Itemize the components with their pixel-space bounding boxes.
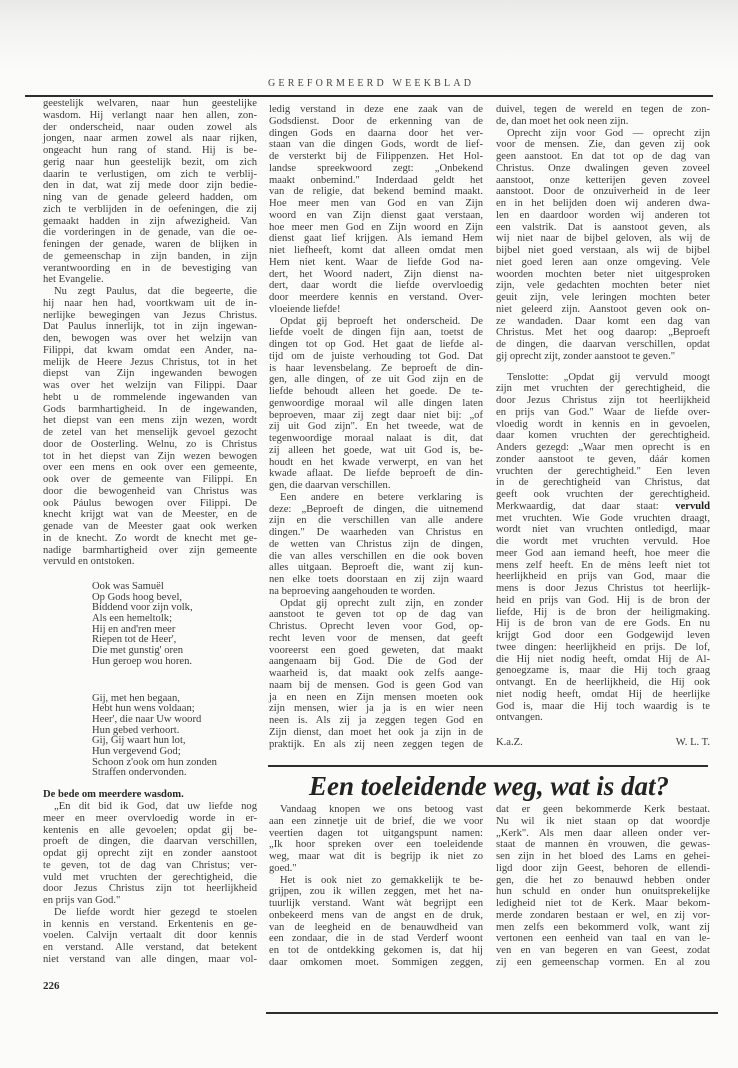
- text-line: tuurlijk verstand. Want wàt begrijpt een: [269, 898, 483, 909]
- text-line: zij een gemeenschap vormen. En al zou: [496, 956, 710, 968]
- text-line: geuit zijn, vele leringen mochten beter: [496, 292, 710, 303]
- text-line: en prijs van God." Waar de liefde over-: [496, 406, 710, 418]
- text-line: maakt onbemind." Inderdaad geldt het: [269, 174, 483, 186]
- article-headline: Een toeleidende weg, wat is dat?: [309, 771, 669, 801]
- text-line: staan van die dingen Gods, wordt de lief-: [269, 139, 483, 151]
- text-line: onbekeerd mens van de angst en de druk,: [269, 909, 483, 921]
- text-line: heid en prijs van God. Hij is de bron der: [496, 594, 710, 606]
- text-line: niet nodig heeft, omdat Hij de heerlijke: [496, 688, 710, 700]
- text-line: len en daardoor worden wij anderen tot: [496, 209, 710, 221]
- text-line: dingen tot op God. Het gaat de liefde al-: [269, 339, 483, 350]
- text-line: ja en neen en Zijn mensen moeten ook: [269, 691, 483, 703]
- text-line: hun schuld en onder hun onuitsprekelijke: [496, 886, 710, 898]
- text-line: wasdom. Hij verlangt naar hen allen, zon-: [43, 109, 257, 121]
- text-line: vooreerst een goed geweten, dat maakt: [269, 644, 483, 656]
- text-line: ligd door zijn Geest, behoren de ellendi-: [496, 862, 710, 874]
- text-line: ook over de gemeente van Filippi. En: [43, 474, 257, 485]
- text-line: bijbel niet goed verstaan, als wij de bijbel: [496, 245, 710, 256]
- section-heading: De bede om meerdere wasdom.: [43, 789, 184, 800]
- column-1: [43, 98, 257, 966]
- magazine-title: GEREFORMEERD WEEKBLAD: [268, 78, 475, 89]
- text-line: over een mens en ook over een gemeente,: [43, 462, 257, 474]
- text-line: niet goed leren aan onze omgeving. Vele: [496, 256, 710, 268]
- text-line: beproeven, maar zij zegt daar niet bij: „of: [269, 409, 483, 421]
- poem-line: Gij, met hen begaan,: [92, 692, 180, 704]
- text-line: daar omkomen moet. Sommigen zeggen,: [269, 956, 483, 968]
- text-line: liefde, Hij is de bron der heiligmaking.: [496, 606, 710, 618]
- text-line: dingen Gods en daarna door het ver-: [269, 127, 483, 139]
- text-line: veertien dagen tot uitgangspunt namen:: [269, 827, 483, 839]
- poem-line: Straffen ondervonden.: [92, 767, 187, 779]
- poem-stanza: [92, 694, 257, 780]
- text-line: Vandaag knopen we ons betoog vast: [280, 804, 483, 815]
- text-line: gerig naar hun geestelijk bezit, om zich: [43, 156, 257, 168]
- text-line: jongen, naar armen zowel als naar rijken,: [43, 133, 257, 145]
- text-line: opdat gij oprecht zijt en zonder aanstoot: [43, 848, 257, 859]
- header-rule: [25, 95, 713, 97]
- text-line: die Hij niet nodig heeft, omdat Hij de Al-: [496, 653, 710, 665]
- text-line: alles uitgaan. Beproeft die, want zij kun-: [269, 562, 483, 574]
- text-line: van de religie, dat bekend bemind maakt.: [269, 186, 483, 198]
- text-line: de versterkt bij de Filippenzen. Het Hol-: [269, 151, 483, 162]
- text-line: in kennis en verstand. Erkentenis en ge-: [43, 918, 257, 930]
- text-line: nen elke toets doorstaan en zij zijn waard: [269, 574, 483, 585]
- text-line: mens is door Jezus Christus tot heerlijk-: [496, 583, 710, 594]
- text-segment: Merkwaardig, dat daar staat:: [496, 500, 676, 512]
- paragraph: [43, 286, 257, 568]
- text-line: dert, daar wordt die liefde overvloedig: [269, 280, 483, 292]
- text-line: en verstand. Alle verstand, dat betekent: [43, 942, 257, 953]
- text-line: in de knecht. Zo wordt de knecht met ge-: [43, 532, 257, 544]
- text-line: na beproeving aangehouden te worden.: [269, 585, 436, 597]
- text-line: wij niet naar de bijbel geloven, als wij de: [496, 233, 710, 245]
- text-line: twee dingen: heerlijkheid en prijs. De lof,: [496, 641, 710, 653]
- text-line: „Kerk". Als men daar alleen onder ver-: [496, 827, 710, 839]
- paragraph: [496, 104, 710, 128]
- text-line: te geven, tot de dag van Christus; ver-: [43, 859, 257, 871]
- text-line: aangenaam bij God. Die de God der: [269, 656, 483, 668]
- text-line: hoe meer men God en Zijn woord en Zijn: [269, 221, 483, 233]
- text-line: „Ik hoor spreken over een toeleidende: [269, 839, 483, 851]
- text-line: hij naar hen had, voortkwam uit de in-: [43, 297, 257, 309]
- text-line: Christus. Met het oog daarop: „Beproeft: [496, 327, 710, 339]
- text-line: door Jezus Christus zijn tot heerlijkheid: [43, 883, 257, 895]
- text-line: daarin te verlustigen, om zich te verblij-: [43, 168, 257, 180]
- poem-line: Hun vergevend God;: [92, 745, 181, 757]
- text-line: men zelfs een bekommerd volk, want zij: [496, 921, 710, 933]
- text-line: zijn met vruchten der gerechtigheid, die: [496, 383, 710, 395]
- text-line: praktijk. En als zij neen zeggen tegen de: [269, 738, 483, 750]
- text-line: Filippi, dat kwam omdat een Ander, na-: [43, 344, 257, 356]
- text-line: knecht krijgt wat van de Meester, en de: [43, 509, 257, 521]
- paragraph: [496, 372, 710, 725]
- text-line: gen, die daarvan verschillen.: [269, 480, 391, 491]
- text-line: grijpen, zou ik willen zeggen, met het na-: [269, 886, 483, 898]
- text-line: door die bewogenheid van Christus was: [43, 485, 257, 497]
- poem-line: Hun gebed verhoort.: [92, 724, 180, 736]
- footer-rule: [266, 1012, 718, 1014]
- text-line: van de leegheid en de benauwdheid van: [269, 921, 483, 933]
- text-line: ontvangt. En de heerlijkheid, die Hij ook: [496, 677, 710, 688]
- text-line: diepst van Zijn ingewanden bewogen: [43, 368, 257, 380]
- paragraph: [43, 98, 257, 286]
- text-line: verantwoording en in de bevestiging van: [43, 262, 257, 274]
- text-line: en in het belijden doen wij anderen dwa-: [496, 198, 710, 209]
- text-line: aanstoot te geven tot op de dag van: [269, 609, 483, 621]
- text-line: weg, maar wat dit is begrijp ik niet zo: [269, 851, 483, 862]
- text-line: waarheid is, dat maakt ook zelfs aange-: [269, 668, 483, 679]
- text-line: ledig verstand in deze ene zaak van de: [269, 104, 483, 115]
- text-line: door meerdere kennis en verstand. Over-: [269, 292, 483, 303]
- text-line: zijn, vele gedachten mochten beter niet: [496, 280, 710, 292]
- column-2: [269, 104, 483, 750]
- paragraph-gap: [496, 363, 710, 372]
- page-number: 226: [43, 980, 60, 992]
- poem-line: Op Gods hoog bevel,: [92, 591, 183, 603]
- text-line: geestelijk welvaren, naar hun geestelijke: [43, 98, 257, 109]
- paragraph: [269, 316, 483, 492]
- text-line: de, dan moet het ook neen zijn.: [496, 115, 629, 127]
- text-line: „En dit bid ik God, dat uw liefde nog: [54, 801, 257, 812]
- paragraph: [269, 804, 483, 875]
- text-line: melijk de Heere Jezus Christus, tot in het: [43, 356, 257, 368]
- text-line: ontvangen.: [496, 712, 543, 724]
- poem-line: Schoon z'ook om hun zonden: [92, 756, 217, 768]
- text-line: zij uit God zijn". En het tweede, wat de: [269, 421, 483, 433]
- text-line: dert, het Woord nadert, Zijn dienst na-: [269, 268, 483, 280]
- column-3: [496, 104, 710, 749]
- text-line: krijgt God door een Godgewijd leven: [496, 630, 710, 641]
- text-line: landse spreekwoord zegt: „Onbekend: [269, 162, 483, 174]
- text-line: vertonen een eenheid van taal en van le-: [496, 933, 710, 945]
- text-line: de gemeenschap in zijn banden, in zijn: [43, 250, 257, 262]
- scan-shadow: [0, 0, 738, 70]
- poem-line: Riepen tot de Heer',: [92, 634, 177, 646]
- text-line: door Jezus Christus zijn tot heerlijkheid: [496, 395, 710, 406]
- paragraph: [496, 804, 710, 969]
- text-line: gen, alle dingen, of ze uit God zijn en de: [269, 374, 483, 386]
- text-line: Godsdienst. Door de erkenning van de: [269, 115, 483, 127]
- text-line: het Evangelie.: [43, 274, 104, 286]
- text-line: liefde voelt de dingen fijn aan, toetst de: [269, 327, 483, 339]
- text-line: in de gerechtigheid van Christus, dat: [496, 477, 710, 489]
- text-line: de zetel van het menselijk gevoel gezocht: [43, 427, 257, 438]
- text-line: Christus. Onze dwalingen geven zoveel: [496, 162, 710, 174]
- column-3-lower: [496, 804, 710, 969]
- text-line: dienst gaat lief krijgen. Als iemand Hem: [269, 233, 483, 245]
- text-line: den in dat, wat zij mede door zijn bedie-: [43, 180, 257, 192]
- paragraph: [43, 801, 257, 907]
- poem-line: Hun geroep wou horen.: [92, 655, 193, 667]
- text-line: naam bij de mensen. God is geen God van: [269, 679, 483, 691]
- text-line: door de Oosterling. Welnu, zo is Christus: [43, 438, 257, 450]
- paragraph: [269, 875, 483, 969]
- text-line: Nu zegt Paulus, dat die begeerte, die: [54, 286, 257, 297]
- text-line: daar komen vruchten der gerechtigheid.: [496, 430, 710, 442]
- text-line: wordt niet van vruchten ontledigd, maar: [496, 524, 710, 536]
- text-line: Tenslotte: „Opdat gij vervuld moogt: [507, 371, 710, 383]
- text-line: staat de mannen èn vrouwen, die gewas-: [496, 839, 710, 851]
- text-line: proeft de dingen, die daarvan verschillen,: [43, 836, 257, 848]
- text-line: der onderscheid, naar ouden zowel als: [43, 121, 257, 133]
- text-line: gemaakt hadden in zijn afwezigheid. Van: [43, 215, 257, 227]
- text-line: Gods barmhartigheid. In de ingewanden,: [43, 403, 257, 415]
- text-line: en prijs van God.": [43, 895, 121, 906]
- text-line: die vorderingen in de genade, van die oe-: [43, 227, 257, 239]
- signoff-right: W. L. T.: [675, 737, 710, 748]
- poem-line: Die met gunstig' oren: [92, 645, 184, 657]
- text-line: tijd om de juiste verhouding tot God. Dat: [269, 350, 483, 362]
- text-line: voor de mensen. Zie, dan geven zij ook: [496, 139, 710, 151]
- text-line: [496, 501, 710, 513]
- text-line: geeft ook vruchten der gerechtigheid.: [496, 489, 710, 500]
- article-divider: [268, 765, 708, 767]
- text-line: houdt en het kwade verwerpt, en van het: [269, 456, 483, 468]
- text-line: Hij is de bron van de ere Gods. En nu: [496, 618, 710, 630]
- text-line: genade van de Meester gaat ook werken: [43, 521, 257, 532]
- text-line: liefde behoudt alleen het goede. De te-: [269, 386, 483, 397]
- text-line: woord en van Zijn dienst gaat verstaan,: [269, 209, 483, 221]
- text-line: een valstrik. Dat is aanstoot geven, als: [496, 221, 710, 233]
- text-line: ven en van begeren en van Geest, zodat: [496, 945, 710, 956]
- poem-stanza: [92, 582, 257, 668]
- text-line: die van alles verschillen en die ook boven: [269, 550, 483, 562]
- text-line: genoegzame is, maar die Hij toch graag: [496, 665, 710, 677]
- text-line: aanstoot. Door de onzuiverheid in de leer: [496, 186, 710, 198]
- text-line: vruchten der gerechtigheid." Een leven: [496, 465, 710, 477]
- text-line: vervuld en ontstoken.: [43, 556, 135, 568]
- text-line: God is, maar die Hij toch waardig is te: [496, 700, 710, 712]
- text-line: een zondaar, die in de stad Verderf woont: [269, 933, 483, 945]
- poem-line: Hij en and'ren meer: [92, 623, 176, 635]
- text-line: Een andere en betere verklaring is: [280, 491, 483, 503]
- text-line: Het is ook niet zo gemakkelijk te be-: [280, 874, 483, 886]
- text-line: aanstoot, onze ketterijen geven zoveel: [496, 174, 710, 186]
- text-line: Dat Paulus innerlijk, tot in zijn ingewan-: [43, 321, 257, 333]
- text-line: zich te verblijden in de oefeningen, die zij: [43, 203, 257, 215]
- text-line: de dingen, die daarvan verschillen, opdat: [496, 339, 710, 350]
- text-line: duivel, tegen de wereld en tegen de zon-: [496, 104, 710, 115]
- signoff-left: K.a.Z.: [496, 737, 523, 748]
- text-line: Hoe meer men van God en van Zijn: [269, 198, 483, 209]
- text-line: vloeiende liefde!: [269, 303, 341, 315]
- text-line: kentenis en alle gevoelen; opdat gij be-: [43, 824, 257, 836]
- text-line: Anders gezegd: „Waar men oprecht is en: [496, 442, 710, 453]
- text-line: den, bewogen was over het welzijn van: [43, 333, 257, 344]
- text-line: Christus. Oprecht leven voor God, op-: [269, 621, 483, 632]
- text-line: meer en meer overvloedig worde in er-: [43, 812, 257, 824]
- text-line: met vruchten. Wie Gode vruchten draagt,: [496, 512, 710, 524]
- text-line: zij alleen het goede, wat uit God is, be-: [269, 444, 483, 456]
- text-line: zonder aanstoot te geven, dáár komen: [496, 453, 710, 465]
- emphasis: vervuld: [675, 500, 710, 512]
- text-line: ledigheid niet tot de Kerk. Maar bekom-: [496, 898, 710, 909]
- text-line: goed.": [269, 862, 297, 874]
- text-line: Hem niet kent. Waar de liefde God na-: [269, 256, 483, 268]
- text-line: Nu wil ik niet staan op dat woordje: [496, 815, 710, 827]
- text-line: kwade aflaat. De liefde beproeft de din-: [269, 468, 483, 480]
- text-line: tot in het diepst van Zijn wezen bewogen: [43, 450, 257, 462]
- poem-line: Heer', die naar Uw woord: [92, 713, 202, 725]
- text-line: merde zondaren bestaan er wel, en zij vor-: [496, 909, 710, 921]
- author-signoff: [496, 737, 710, 749]
- text-line: Zijn dienst, dan moet het ook ja zijn in de: [269, 726, 483, 738]
- text-line: ook Páulus bewogen over Filippi. De: [43, 497, 257, 509]
- paragraph: [269, 104, 483, 316]
- text-line: ning van de genade geleerd hadden, om: [43, 192, 257, 203]
- text-line: niet verstand van alle dingen, maar vol-: [43, 953, 257, 965]
- text-line: voelen. Calvijn vertaalt dit door kennis: [43, 930, 257, 942]
- text-line: sen zijn in het bloed des Lams en gehei-: [496, 851, 710, 862]
- text-line: meer God aan iemand heeft, hoe meer die: [496, 547, 710, 559]
- text-line: vloedig wordt in kennis en in gevoelen,: [496, 418, 710, 430]
- text-line: feningen der genade, waren de blijken in: [43, 239, 257, 250]
- paragraph: [496, 128, 710, 363]
- text-line: niet liefheeft, komt dat alleen omdat men: [269, 245, 483, 256]
- text-line: heerlijkheid en prijs van God, maar die: [496, 571, 710, 583]
- text-line: Opdat gij oprecht zult zijn, en zonder: [280, 597, 483, 609]
- text-line: het diepst van een mens zijn wezen, wordt: [43, 415, 257, 427]
- poem-line: Gij, Gij waart hun lot,: [92, 735, 186, 747]
- text-line: vuld met vruchten der gerechtigheid, die: [43, 871, 257, 883]
- text-line: recht leven voor de mensen, dat geeft: [269, 632, 483, 644]
- text-line: tegenwoordige moraal nalaat is dit, dat: [269, 433, 483, 444]
- text-line: geen aanstoot. En dat tot op de dag van: [496, 151, 710, 162]
- text-line: neen is. Als zij ja zeggen tegen God en: [269, 715, 483, 726]
- text-line: nadige barmhartigheid over zijn gemeente: [43, 544, 257, 556]
- poem-line: Biddend voor zijn volk,: [92, 602, 193, 614]
- text-line: gen, die het zo benauwd hebben onder: [496, 874, 710, 886]
- paragraph: [269, 492, 483, 598]
- text-line: woorden mochten beter niet uitgesproken: [496, 268, 710, 280]
- poem-line: Als een hemeltolk;: [92, 613, 173, 625]
- text-line: niet geleerd zijn. Aanstoot geven ook on-: [496, 303, 710, 315]
- text-line: ze wandaden. Daar komt een dag van: [496, 315, 710, 327]
- paragraph: [269, 598, 483, 751]
- text-line: dingen." De waarheden van Christus en: [269, 527, 483, 538]
- text-line: De liefde wordt hier gezegd te stoelen: [54, 906, 257, 918]
- text-line: deze: „Beproeft de dingen, die uitnemend: [269, 503, 483, 515]
- text-line: was over het welzijn van Filippi. Daar: [43, 380, 257, 391]
- paragraph: [43, 907, 257, 966]
- text-line: is haar levensbelang. Ze beproeft de din-: [269, 362, 483, 374]
- poem-line: Ook was Samuël: [92, 581, 164, 592]
- poem: [43, 582, 257, 779]
- poem-line: Hebt hun wens voldaan;: [92, 703, 195, 715]
- text-line: Oprecht zijn voor God — oprecht zijn: [507, 127, 710, 139]
- text-line: Opdat gij beproeft het onderscheid. De: [280, 315, 483, 327]
- text-line: gij oprecht zijt, zonder aanstoot te geven.": [496, 350, 676, 362]
- text-line: dat er geen bekommerde Kerk bestaat.: [496, 804, 710, 815]
- text-line: zijn mensen, wier ja ja is en wier neen: [269, 703, 483, 715]
- text-line: die wordt met vruchten vervuld. Hoe: [496, 536, 710, 547]
- text-line: de wetten van Christus zijn de dingen,: [269, 538, 483, 550]
- text-line: ongeacht hun rang of stand. Hij is be-: [43, 145, 257, 156]
- text-line: genwoordige moraal wil alle dingen laten: [269, 397, 483, 409]
- text-line: mens zelf heeft. En de mèns leeft niet tot: [496, 559, 710, 571]
- text-line: nerlijke bewegingen van Jezus Christus.: [43, 309, 257, 321]
- text-line: aan een zinnetje uit de brief, die we voor: [269, 815, 483, 827]
- text-line: hebt u de rommelende ingewanden van: [43, 391, 257, 403]
- text-line: en tot de ontdekking gekomen is, dat hij: [269, 945, 483, 956]
- column-2-lower: [269, 804, 483, 969]
- text-line: zijn en die verschillen van alle andere: [269, 515, 483, 527]
